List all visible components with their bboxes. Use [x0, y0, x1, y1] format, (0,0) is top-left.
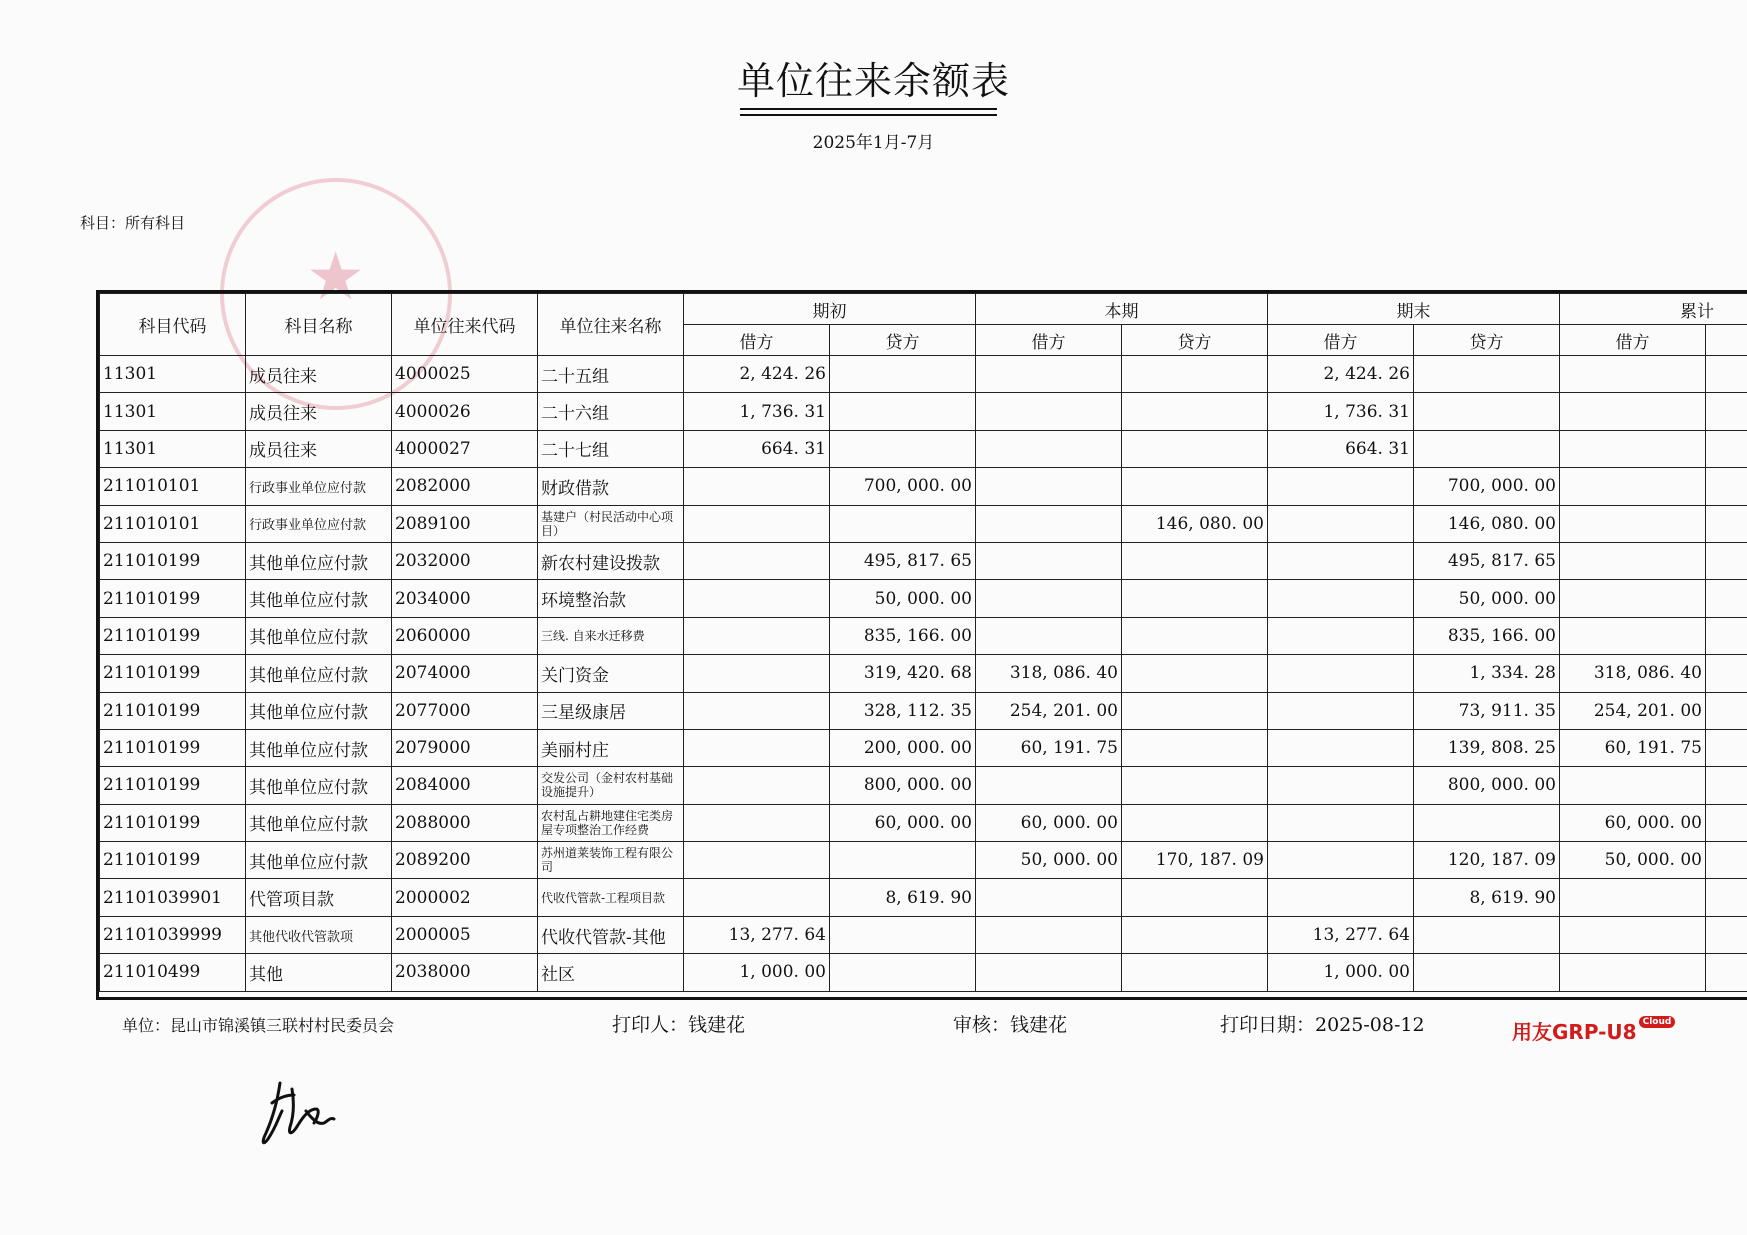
cell-current-debit: [976, 954, 1122, 991]
table-row: [100, 356, 1747, 393]
cell-opening-debit: [684, 655, 830, 692]
cell-opening-debit: [684, 842, 830, 879]
cell-current-credit: [1122, 692, 1268, 729]
header-unit-code: 单位往来代码: [392, 294, 538, 356]
cell-current-debit: [976, 542, 1122, 579]
logo-badge: Cloud: [1639, 1016, 1676, 1028]
cell-closing-credit: 1, 334. 28: [1414, 655, 1560, 692]
cell-name: 成员往来: [246, 393, 392, 430]
cell-cumulative-extra: [1706, 356, 1747, 393]
cell-name: 代管项目款: [246, 879, 392, 916]
cell-opening-credit: 495, 817. 65: [830, 542, 976, 579]
cell-cumulative-debit: [1560, 542, 1706, 579]
cell-opening-debit: [684, 804, 830, 841]
cell-unit-name: 二十七组: [538, 430, 684, 467]
cell-closing-credit: 146, 080. 00: [1414, 505, 1560, 542]
cell-cumulative-debit: [1560, 468, 1706, 505]
cell-name: 其他单位应付款: [246, 542, 392, 579]
cell-opening-credit: [830, 954, 976, 991]
cell-closing-debit: 1, 736. 31: [1268, 393, 1414, 430]
cell-unit-code: 4000027: [392, 430, 538, 467]
cell-closing-debit: [1268, 505, 1414, 542]
cell-current-debit: [976, 430, 1122, 467]
cell-cumulative-debit: 318, 086. 40: [1560, 655, 1706, 692]
cell-name: 其他单位应付款: [246, 804, 392, 841]
cell-current-credit: [1122, 804, 1268, 841]
cell-closing-debit: [1268, 542, 1414, 579]
cell-unit-code: 2038000: [392, 954, 538, 991]
cell-unit-name: 关门资金: [538, 655, 684, 692]
subject-filter: 科目：所有科目: [80, 214, 186, 232]
cell-opening-credit: [830, 916, 976, 953]
cell-unit-code: 4000025: [392, 356, 538, 393]
cell-opening-credit: 200, 000. 00: [830, 729, 976, 766]
cell-code: 211010499: [100, 954, 246, 991]
cell-closing-credit: [1414, 393, 1560, 430]
cell-cumulative-debit: [1560, 356, 1706, 393]
cell-opening-credit: [830, 505, 976, 542]
header-name: 科目名称: [246, 294, 392, 356]
cell-name: 其他单位应付款: [246, 580, 392, 617]
cell-unit-name: 环境整治款: [538, 580, 684, 617]
cell-unit-name: 二十六组: [538, 393, 684, 430]
cell-name: 其他: [246, 954, 392, 991]
cell-code: 211010199: [100, 767, 246, 804]
cell-cumulative-extra: [1706, 729, 1747, 766]
cell-code: 11301: [100, 430, 246, 467]
cell-cumulative-extra: [1706, 916, 1747, 953]
cell-unit-name: 交发公司（金村农村基础设施提升）: [538, 767, 684, 804]
cell-current-debit: [976, 356, 1122, 393]
cell-code: 11301: [100, 356, 246, 393]
cell-cumulative-debit: 60, 000. 00: [1560, 804, 1706, 841]
header-opening-credit: 贷方: [830, 325, 976, 356]
header-current-debit: 借方: [976, 325, 1122, 356]
cell-cumulative-extra: [1706, 842, 1747, 879]
cell-opening-debit: 1, 736. 31: [684, 393, 830, 430]
cell-current-credit: [1122, 767, 1268, 804]
cell-unit-name: 代收代管款-其他: [538, 916, 684, 953]
cell-closing-debit: 13, 277. 64: [1268, 916, 1414, 953]
cell-current-credit: [1122, 954, 1268, 991]
cell-code: 211010199: [100, 692, 246, 729]
cell-current-debit: [976, 505, 1122, 542]
cell-opening-debit: 1, 000. 00: [684, 954, 830, 991]
cell-current-debit: 60, 191. 75: [976, 729, 1122, 766]
cell-cumulative-debit: 254, 201. 00: [1560, 692, 1706, 729]
cell-unit-name: 三星级康居: [538, 692, 684, 729]
cell-cumulative-extra: [1706, 767, 1747, 804]
table-row: [100, 393, 1747, 430]
header-opening-debit: 借方: [684, 325, 830, 356]
cell-cumulative-extra: [1706, 804, 1747, 841]
cell-opening-credit: [830, 842, 976, 879]
seal-star-icon: ★: [306, 238, 366, 315]
cell-unit-name: 基建户（村民活动中心项目）: [538, 505, 684, 542]
report-period: 2025年1月-7月: [812, 133, 935, 153]
cell-current-credit: 146, 080. 00: [1122, 505, 1268, 542]
cell-closing-debit: [1268, 468, 1414, 505]
cell-cumulative-extra: [1706, 505, 1747, 542]
cell-name: 行政事业单位应付款: [246, 468, 392, 505]
cell-cumulative-debit: [1560, 393, 1706, 430]
header-current: 本期: [976, 294, 1268, 325]
cell-closing-credit: [1414, 356, 1560, 393]
cell-opening-credit: [830, 393, 976, 430]
cell-current-credit: [1122, 430, 1268, 467]
table-body: [100, 356, 1747, 992]
cell-opening-debit: [684, 692, 830, 729]
cell-cumulative-extra: [1706, 468, 1747, 505]
cell-unit-code: 2084000: [392, 767, 538, 804]
table-row: [100, 580, 1747, 617]
cell-name: 其他单位应付款: [246, 692, 392, 729]
cell-closing-debit: 2, 424. 26: [1268, 356, 1414, 393]
balance-table: [99, 293, 1747, 992]
cell-opening-debit: [684, 767, 830, 804]
cell-current-credit: [1122, 580, 1268, 617]
cell-opening-credit: 700, 000. 00: [830, 468, 976, 505]
cell-closing-debit: 664. 31: [1268, 430, 1414, 467]
cell-unit-code: 2074000: [392, 655, 538, 692]
cell-opening-debit: [684, 468, 830, 505]
cell-name: 行政事业单位应付款: [246, 505, 392, 542]
cell-code: 211010101: [100, 505, 246, 542]
cell-current-debit: [976, 767, 1122, 804]
cell-unit-code: 2032000: [392, 542, 538, 579]
cell-opening-credit: 319, 420. 68: [830, 655, 976, 692]
cell-closing-debit: [1268, 617, 1414, 654]
cell-opening-debit: 2, 424. 26: [684, 356, 830, 393]
table-row: [100, 468, 1747, 505]
footer-printer: 打印人：钱建花: [612, 1014, 746, 1036]
table-row: [100, 879, 1747, 916]
cell-cumulative-extra: [1706, 655, 1747, 692]
cell-code: 21101039901: [100, 879, 246, 916]
header-unit-name: 单位往来名称: [538, 294, 684, 356]
header-cumulative-debit: 借方: [1560, 325, 1706, 356]
cell-closing-debit: [1268, 692, 1414, 729]
yonyou-grp-logo: [1512, 1016, 1675, 1045]
header-current-credit: 贷方: [1122, 325, 1268, 356]
cell-closing-credit: 50, 000. 00: [1414, 580, 1560, 617]
cell-name: 其他单位应付款: [246, 655, 392, 692]
cell-name: 其他单位应付款: [246, 842, 392, 879]
cell-current-credit: [1122, 655, 1268, 692]
cell-opening-debit: [684, 542, 830, 579]
cell-closing-debit: [1268, 842, 1414, 879]
cell-current-debit: 60, 000. 00: [976, 804, 1122, 841]
title-underline-second: [740, 114, 997, 116]
cell-unit-name: 财政借款: [538, 468, 684, 505]
cell-opening-debit: [684, 729, 830, 766]
cell-unit-code: 2000002: [392, 879, 538, 916]
cell-closing-credit: 139, 808. 25: [1414, 729, 1560, 766]
cell-cumulative-extra: [1706, 954, 1747, 991]
table-row: [100, 767, 1747, 804]
cell-current-credit: [1122, 617, 1268, 654]
table-row: [100, 804, 1747, 841]
cell-cumulative-extra: [1706, 617, 1747, 654]
cell-cumulative-debit: [1560, 430, 1706, 467]
cell-opening-credit: 50, 000. 00: [830, 580, 976, 617]
cell-cumulative-debit: 50, 000. 00: [1560, 842, 1706, 879]
cell-opening-debit: [684, 580, 830, 617]
cell-name: 其他代收代管款项: [246, 916, 392, 953]
cell-unit-code: 2088000: [392, 804, 538, 841]
cell-cumulative-debit: [1560, 580, 1706, 617]
footer-print-date: 打印日期：2025-08-12: [1220, 1014, 1425, 1036]
logo-text: 用友GRP-U8: [1512, 1020, 1637, 1044]
cell-current-credit: 170, 187. 09: [1122, 842, 1268, 879]
cell-closing-credit: 8, 619. 90: [1414, 879, 1560, 916]
balance-table-container: [96, 290, 1747, 1000]
title-underline: [740, 108, 997, 110]
cell-unit-name: 苏州道莱装饰工程有限公司: [538, 842, 684, 879]
cell-code: 211010101: [100, 468, 246, 505]
cell-current-credit: [1122, 729, 1268, 766]
cell-code: 211010199: [100, 804, 246, 841]
table-row: [100, 916, 1747, 953]
header-cumulative-extra: [1706, 325, 1747, 356]
cell-current-debit: 318, 086. 40: [976, 655, 1122, 692]
cell-code: 211010199: [100, 542, 246, 579]
cell-opening-debit: 664. 31: [684, 430, 830, 467]
header-code: 科目代码: [100, 294, 246, 356]
cell-current-credit: [1122, 393, 1268, 430]
cell-cumulative-extra: [1706, 393, 1747, 430]
footer-reviewer: 审核：钱建花: [953, 1014, 1068, 1036]
report-title: 单位往来余额表: [736, 59, 1010, 103]
cell-cumulative-extra: [1706, 879, 1747, 916]
cell-unit-name: 美丽村庄: [538, 729, 684, 766]
cell-opening-credit: 835, 166. 00: [830, 617, 976, 654]
cell-current-credit: [1122, 879, 1268, 916]
cell-code: 11301: [100, 393, 246, 430]
table-row: [100, 542, 1747, 579]
cell-opening-debit: 13, 277. 64: [684, 916, 830, 953]
cell-current-debit: [976, 393, 1122, 430]
cell-unit-code: 2089100: [392, 505, 538, 542]
cell-unit-name: 二十五组: [538, 356, 684, 393]
header-opening: 期初: [684, 294, 976, 325]
cell-closing-credit: [1414, 954, 1560, 991]
cell-name: 其他单位应付款: [246, 617, 392, 654]
cell-closing-debit: [1268, 729, 1414, 766]
cell-opening-credit: 800, 000. 00: [830, 767, 976, 804]
cell-unit-code: 2089200: [392, 842, 538, 879]
cell-cumulative-debit: 60, 191. 75: [1560, 729, 1706, 766]
table-row: [100, 505, 1747, 542]
cell-cumulative-debit: [1560, 505, 1706, 542]
cell-name: 成员往来: [246, 430, 392, 467]
cell-current-credit: [1122, 916, 1268, 953]
cell-closing-debit: 1, 000. 00: [1268, 954, 1414, 991]
cell-unit-name: 新农村建设拨款: [538, 542, 684, 579]
table-row: [100, 954, 1747, 991]
cell-opening-credit: 328, 112. 35: [830, 692, 976, 729]
cell-name: 其他单位应付款: [246, 767, 392, 804]
cell-closing-debit: [1268, 767, 1414, 804]
cell-opening-credit: 60, 000. 00: [830, 804, 976, 841]
cell-unit-code: 2034000: [392, 580, 538, 617]
cell-name: 其他单位应付款: [246, 729, 392, 766]
cell-unit-name: 三线. 自来水迁移费: [538, 617, 684, 654]
cell-cumulative-debit: [1560, 767, 1706, 804]
table-row: [100, 729, 1747, 766]
header-closing-credit: 贷方: [1414, 325, 1560, 356]
cell-cumulative-extra: [1706, 542, 1747, 579]
cell-current-credit: [1122, 542, 1268, 579]
cell-name: 成员往来: [246, 356, 392, 393]
cell-opening-debit: [684, 617, 830, 654]
cell-opening-debit: [684, 505, 830, 542]
cell-current-credit: [1122, 468, 1268, 505]
footer-unit: 单位：昆山市锦溪镇三联村村民委员会: [122, 1016, 395, 1035]
cell-opening-credit: [830, 356, 976, 393]
cell-closing-credit: [1414, 804, 1560, 841]
cell-current-debit: [976, 879, 1122, 916]
cell-code: 211010199: [100, 842, 246, 879]
cell-cumulative-extra: [1706, 692, 1747, 729]
cell-cumulative-extra: [1706, 430, 1747, 467]
table-row: [100, 430, 1747, 467]
cell-code: 211010199: [100, 655, 246, 692]
cell-closing-debit: [1268, 879, 1414, 916]
cell-opening-debit: [684, 879, 830, 916]
cell-cumulative-debit: [1560, 879, 1706, 916]
cell-unit-code: 2079000: [392, 729, 538, 766]
cell-current-debit: 50, 000. 00: [976, 842, 1122, 879]
cell-unit-name: 社区: [538, 954, 684, 991]
table-row: [100, 842, 1747, 879]
cell-unit-code: 4000026: [392, 393, 538, 430]
header-closing-debit: 借方: [1268, 325, 1414, 356]
cell-closing-credit: [1414, 916, 1560, 953]
cell-closing-credit: 73, 911. 35: [1414, 692, 1560, 729]
cell-current-debit: 254, 201. 00: [976, 692, 1122, 729]
cell-code: 211010199: [100, 580, 246, 617]
cell-unit-name: 农村乱占耕地建住宅类房屋专项整治工作经费: [538, 804, 684, 841]
cell-closing-credit: 800, 000. 00: [1414, 767, 1560, 804]
cell-unit-code: 2060000: [392, 617, 538, 654]
handwritten-signature: [258, 1075, 348, 1155]
cell-code: 21101039999: [100, 916, 246, 953]
cell-current-debit: [976, 617, 1122, 654]
cell-current-debit: [976, 468, 1122, 505]
table-row: [100, 655, 1747, 692]
cell-current-credit: [1122, 356, 1268, 393]
cell-opening-credit: [830, 430, 976, 467]
cell-cumulative-extra: [1706, 580, 1747, 617]
cell-closing-credit: 700, 000. 00: [1414, 468, 1560, 505]
cell-closing-debit: [1268, 655, 1414, 692]
cell-closing-debit: [1268, 580, 1414, 617]
header-closing: 期末: [1268, 294, 1560, 325]
cell-cumulative-debit: [1560, 954, 1706, 991]
cell-unit-code: 2077000: [392, 692, 538, 729]
cell-current-debit: [976, 916, 1122, 953]
cell-closing-credit: 495, 817. 65: [1414, 542, 1560, 579]
cell-closing-debit: [1268, 804, 1414, 841]
table-row: [100, 617, 1747, 654]
cell-current-debit: [976, 580, 1122, 617]
cell-unit-code: 2000005: [392, 916, 538, 953]
cell-cumulative-debit: [1560, 617, 1706, 654]
cell-closing-credit: [1414, 430, 1560, 467]
cell-opening-credit: 8, 619. 90: [830, 879, 976, 916]
header-cumulative: 累计: [1560, 294, 1747, 325]
cell-cumulative-debit: [1560, 916, 1706, 953]
cell-unit-code: 2082000: [392, 468, 538, 505]
table-row: [100, 692, 1747, 729]
cell-closing-credit: 835, 166. 00: [1414, 617, 1560, 654]
cell-code: 211010199: [100, 729, 246, 766]
cell-closing-credit: 120, 187. 09: [1414, 842, 1560, 879]
cell-unit-name: 代收代管款-工程项目款: [538, 879, 684, 916]
cell-code: 211010199: [100, 617, 246, 654]
